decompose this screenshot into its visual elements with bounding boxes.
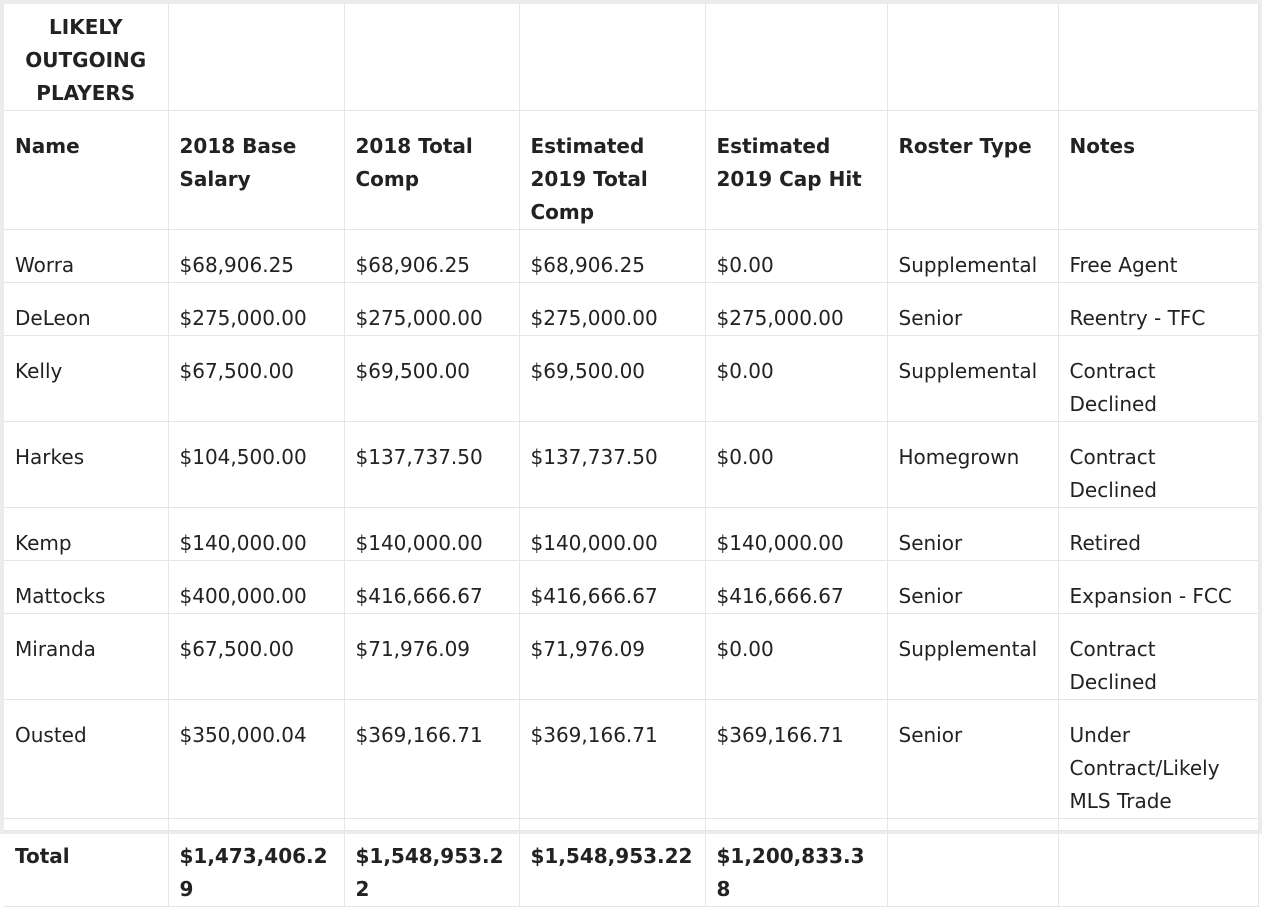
cell-base-salary: $140,000.00	[168, 508, 344, 561]
cell-cap-hit: $0.00	[705, 230, 887, 283]
cell-est-total-comp: $369,166.71	[519, 700, 705, 819]
cell-est-total-comp: $275,000.00	[519, 283, 705, 336]
title-row	[4, 4, 1258, 111]
cell-total-comp: $416,666.67	[344, 561, 519, 614]
cell-roster-type: Senior	[887, 283, 1058, 336]
cell-cap-hit: $0.00	[705, 336, 887, 422]
cell-est-total-comp: $140,000.00	[519, 508, 705, 561]
empty-cell	[4, 819, 168, 831]
cell-name: Mattocks	[4, 561, 168, 614]
column-header-estimated-2019-cap-hit: Estimated 2019 Cap Hit	[705, 111, 887, 230]
column-header-roster-type: Roster Type	[887, 111, 1058, 230]
total-base-salary: $1,473,406.29	[168, 831, 344, 907]
cell-name: Kemp	[4, 508, 168, 561]
empty-cell	[705, 819, 887, 831]
empty-cell	[1058, 819, 1258, 831]
cell-est-total-comp: $69,500.00	[519, 336, 705, 422]
total-roster-type	[887, 831, 1058, 907]
table-title: LIKELY OUTGOING PLAYERS	[4, 4, 168, 111]
spreadsheet-frame	[4, 4, 1258, 901]
empty-cell	[887, 4, 1058, 111]
empty-cell	[1058, 4, 1258, 111]
table-row	[4, 283, 1258, 336]
empty-cell	[344, 819, 519, 831]
cell-total-comp: $275,000.00	[344, 283, 519, 336]
cell-base-salary: $68,906.25	[168, 230, 344, 283]
outgoing-players-table	[4, 4, 1259, 907]
table-row	[4, 230, 1258, 283]
cell-cap-hit: $0.00	[705, 422, 887, 508]
total-cap-hit: $1,200,833.38	[705, 831, 887, 907]
cell-est-total-comp: $137,737.50	[519, 422, 705, 508]
cell-name: Worra	[4, 230, 168, 283]
cell-total-comp: $71,976.09	[344, 614, 519, 700]
table-row	[4, 336, 1258, 422]
cell-total-comp: $140,000.00	[344, 508, 519, 561]
empty-cell	[705, 4, 887, 111]
total-label: Total	[4, 831, 168, 907]
cell-roster-type: Senior	[887, 561, 1058, 614]
cell-total-comp: $369,166.71	[344, 700, 519, 819]
empty-cell	[168, 4, 344, 111]
column-header-2018-total-comp: 2018 Total Comp	[344, 111, 519, 230]
cell-total-comp: $137,737.50	[344, 422, 519, 508]
cell-roster-type: Supplemental	[887, 336, 1058, 422]
cell-notes: Contract Declined	[1058, 422, 1258, 508]
cell-notes: Reentry - TFC	[1058, 283, 1258, 336]
cell-cap-hit: $140,000.00	[705, 508, 887, 561]
cell-notes: Under Contract/Likely MLS Trade	[1058, 700, 1258, 819]
column-header-estimated-2019-total-comp: Estimated 2019 Total Comp	[519, 111, 705, 230]
cell-name: Kelly	[4, 336, 168, 422]
cell-notes: Free Agent	[1058, 230, 1258, 283]
cell-roster-type: Senior	[887, 700, 1058, 819]
column-header-2018-base-salary: 2018 Base Salary	[168, 111, 344, 230]
cell-notes: Contract Declined	[1058, 336, 1258, 422]
cell-base-salary: $275,000.00	[168, 283, 344, 336]
cell-name: Harkes	[4, 422, 168, 508]
cell-base-salary: $67,500.00	[168, 614, 344, 700]
cell-base-salary: $67,500.00	[168, 336, 344, 422]
table-row	[4, 508, 1258, 561]
cell-est-total-comp: $416,666.67	[519, 561, 705, 614]
header-row	[4, 111, 1258, 230]
total-est-total-comp: $1,548,953.22	[519, 831, 705, 907]
cell-cap-hit: $416,666.67	[705, 561, 887, 614]
total-notes	[1058, 831, 1258, 907]
spacer-row	[4, 819, 1258, 831]
cell-roster-type: Supplemental	[887, 230, 1058, 283]
cell-roster-type: Senior	[887, 508, 1058, 561]
empty-cell	[887, 819, 1058, 831]
cell-base-salary: $400,000.00	[168, 561, 344, 614]
cell-base-salary: $104,500.00	[168, 422, 344, 508]
table-row	[4, 614, 1258, 700]
empty-cell	[168, 819, 344, 831]
cell-base-salary: $350,000.04	[168, 700, 344, 819]
table-row	[4, 561, 1258, 614]
cell-cap-hit: $275,000.00	[705, 283, 887, 336]
empty-cell	[519, 4, 705, 111]
cell-cap-hit: $0.00	[705, 614, 887, 700]
table-row	[4, 422, 1258, 508]
empty-cell	[519, 819, 705, 831]
cell-cap-hit: $369,166.71	[705, 700, 887, 819]
cell-total-comp: $69,500.00	[344, 336, 519, 422]
cell-est-total-comp: $71,976.09	[519, 614, 705, 700]
total-row	[4, 831, 1258, 907]
cell-name: DeLeon	[4, 283, 168, 336]
cell-notes: Expansion - FCC	[1058, 561, 1258, 614]
cell-roster-type: Supplemental	[887, 614, 1058, 700]
cell-roster-type: Homegrown	[887, 422, 1058, 508]
table-row	[4, 700, 1258, 819]
column-header-notes: Notes	[1058, 111, 1258, 230]
column-header-name: Name	[4, 111, 168, 230]
cell-total-comp: $68,906.25	[344, 230, 519, 283]
cell-name: Ousted	[4, 700, 168, 819]
total-total-comp: $1,548,953.22	[344, 831, 519, 907]
cell-notes: Retired	[1058, 508, 1258, 561]
cell-notes: Contract Declined	[1058, 614, 1258, 700]
cell-name: Miranda	[4, 614, 168, 700]
empty-cell	[344, 4, 519, 111]
cell-est-total-comp: $68,906.25	[519, 230, 705, 283]
